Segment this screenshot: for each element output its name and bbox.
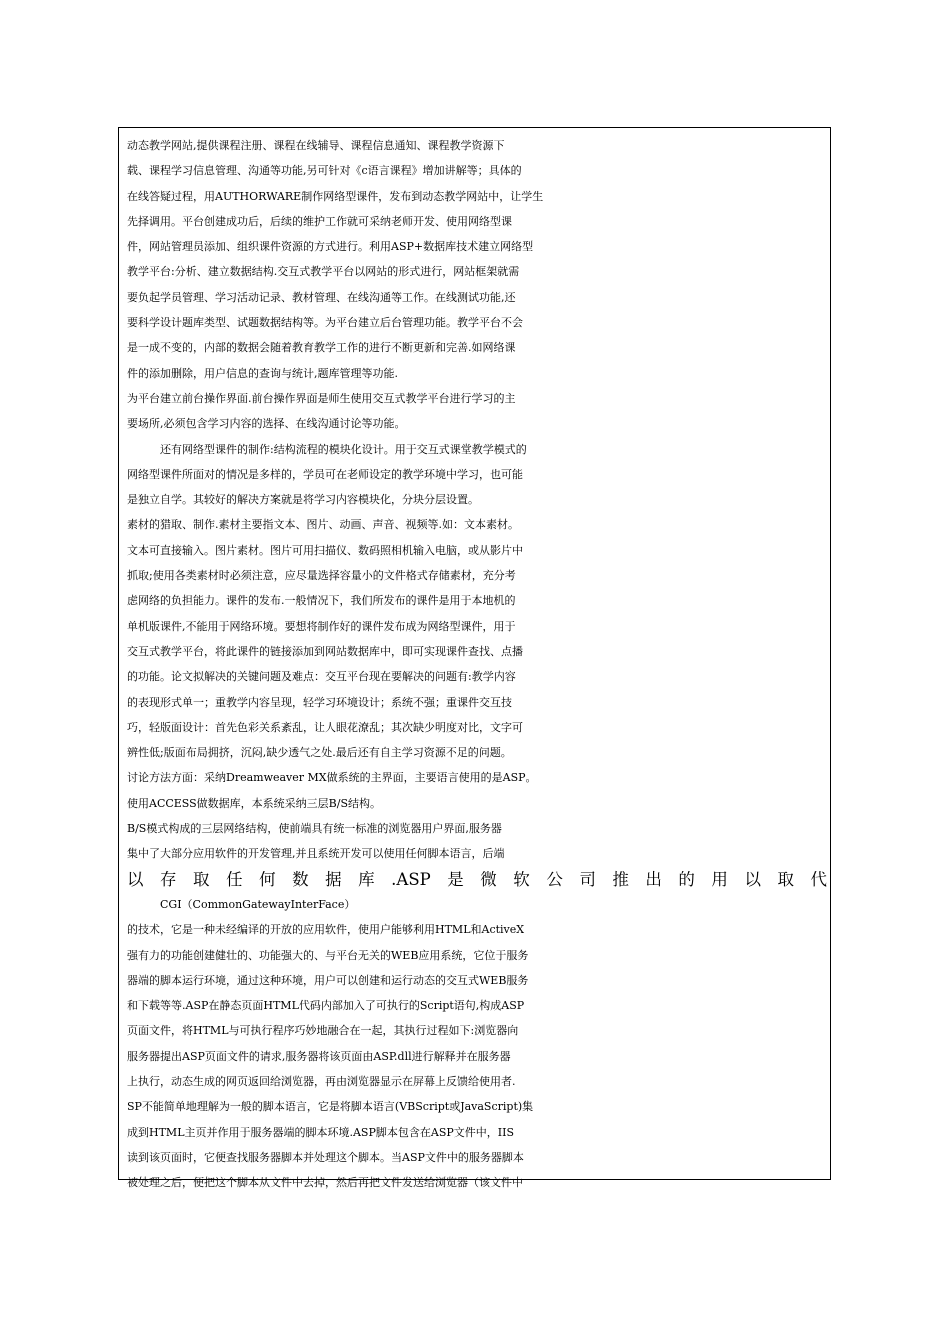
- text-line: 讨论方法方面：采纳Dreamweaver MX做系统的主界面，主要语言使用的是ASP。: [127, 771, 537, 785]
- text-line: 单机版课件,不能用于网络环境。要想将制作好的课件发布成为网络型课件，用于: [127, 619, 516, 633]
- text-line: 要场所,必须包含学习内容的选择、在线沟通讨论等功能。: [127, 417, 406, 431]
- text-line: 交互式教学平台，将此课件的链接添加到网站数据库中，即可实现课件查找、点播: [127, 644, 523, 658]
- text-line: 要负起学员管理、学习活动记录、教材管理、在线沟通等工作。在线测试功能,还: [127, 290, 516, 304]
- text-line: 成到HTML主页并作用于服务器端的脚本环境.ASP脚本包含在ASP文件中，IIS: [127, 1125, 514, 1139]
- text-line: 还有网络型课件的制作:结构流程的模块化设计。用于交互式课堂教学模式的: [160, 442, 527, 456]
- text-line: 使用ACCESS做数据库，本系统采纳三层B/S结构。: [127, 796, 382, 810]
- text-line: 是一成不变的，内部的数据会随着教育教学工作的进行不断更新和完善.如网络课: [127, 341, 516, 355]
- text-line: 集中了大部分应用软件的开发管理,并且系统开发可以使用任何脚本语言，后端: [127, 847, 505, 861]
- text-line: 虑网络的负担能力。课件的发布.一般情况下，我们所发布的课件是用于本地机的: [127, 594, 516, 608]
- document-body: [127, 133, 827, 1195]
- text-line: 先择调用。平台创建成功后，后续的维护工作就可采纳老师开发、使用网络型课: [127, 214, 512, 228]
- text-line: 辨性低;版面布局拥挤，沉闷,缺少透气之处.最后还有自主学习资源不足的问题。: [127, 746, 512, 760]
- text-line: 的技术，它是一种未经编译的开放的应用软件，使用户能够利用HTML和ActiveX: [127, 923, 525, 937]
- text-line: 教学平台:分析、建立数据结构.交互式教学平台以网站的形式进行，网站框架就需: [127, 265, 520, 279]
- text-line: 网络型课件所面对的情况是多样的，学员可在老师设定的教学环境中学习，也可能: [127, 467, 523, 481]
- text-line: 在线答疑过程，用AUTHORWARE制作网络型课件，发布到动态教学网站中，让学生: [127, 189, 544, 203]
- text-line: 载、课程学习信息管理、沟通等功能,另可针对《c语言课程》增加讲解等；具体的: [127, 164, 522, 178]
- text-line: 件的添加删除，用户信息的查询与统计,题库管理等功能.: [127, 366, 398, 380]
- text-line: 上执行，动态生成的网页返回给浏览器，再由浏览器显示在屏幕上反馈给使用者.: [127, 1074, 516, 1088]
- text-line: 以存取任何数据库.ASP是微软公司推出的用以取代: [127, 869, 827, 889]
- text-line: 巧，轻版面设计：首先色彩关系紊乱，让人眼花潦乱；其次缺少明度对比，文字可: [127, 720, 523, 734]
- text-line: 的功能。论文拟解决的关键问题及难点：交互平台现在要解决的问题有:教学内容: [127, 670, 516, 684]
- text-line: 被处理之后，便把这个脚本从文件中去掉，然后再把文件发送给浏览器（该文件中: [127, 1176, 523, 1190]
- text-line: B/S模式构成的三层网络结构，使前端具有统一标准的浏览器用户界面,服务器: [127, 822, 502, 836]
- text-line: CGI（CommonGatewayInterFace）: [160, 897, 356, 911]
- text-line: 文本可直接输入。图片素材。图片可用扫描仪、数码照相机输入电脑，或从影片中: [127, 543, 523, 557]
- text-line: 的表现形式单一；重教学内容呈现，轻学习环境设计；系统不强；重课件交互技: [127, 695, 512, 709]
- text-line: SP不能简单地理解为一般的脚本语言，它是将脚本语言(VBScript或JavaScript)集: [127, 1100, 534, 1114]
- text-line: 页面文件，将HTML与可执行程序巧妙地融合在一起，其执行过程如下:浏览器向: [127, 1024, 519, 1038]
- text-line: 器端的脚本运行环境，通过这种环境，用户可以创建和运行动态的交互式WEB服务: [127, 973, 529, 987]
- text-line: 是独立自学。其较好的解决方案就是将学习内容模块化，分块分层设置。: [127, 493, 479, 507]
- text-line: 动态教学网站,提供课程注册、课程在线辅导、课程信息通知、课程教学资源下: [127, 139, 505, 152]
- text-line: 为平台建立前台操作界面.前台操作界面是师生使用交互式教学平台进行学习的主: [127, 391, 516, 405]
- text-line: 抓取;使用各类素材时必须注意，应尽量选择容量小的文件格式存储素材，充分考: [127, 569, 516, 583]
- text-line: 件，网站管理员添加、组织课件资源的方式进行。利用ASP+数据库技术建立网络型: [127, 240, 534, 254]
- text-line: 和下载等等.ASP在静态页面HTML代码内部加入了可执行的Script语句,构成ASP: [127, 999, 525, 1013]
- text-line: 服务器提出ASP页面文件的请求,服务器将该页面由ASP.dll进行解释并在服务器: [127, 1049, 511, 1063]
- text-line: 读到该页面时，它便查找服务器脚本并处理这个脚本。当ASP文件中的服务器脚本: [127, 1150, 524, 1164]
- text-line: 要科学设计题库类型、试题数据结构等。为平台建立后台管理功能。教学平台不会: [127, 316, 523, 330]
- text-line: 素材的猎取、制作.素材主要指文本、图片、动画、声音、视频等.如：文本素材。: [127, 518, 519, 532]
- text-line: 强有力的功能创建健壮的、功能强大的、与平台无关的WEB应用系统，它位于服务: [127, 948, 529, 962]
